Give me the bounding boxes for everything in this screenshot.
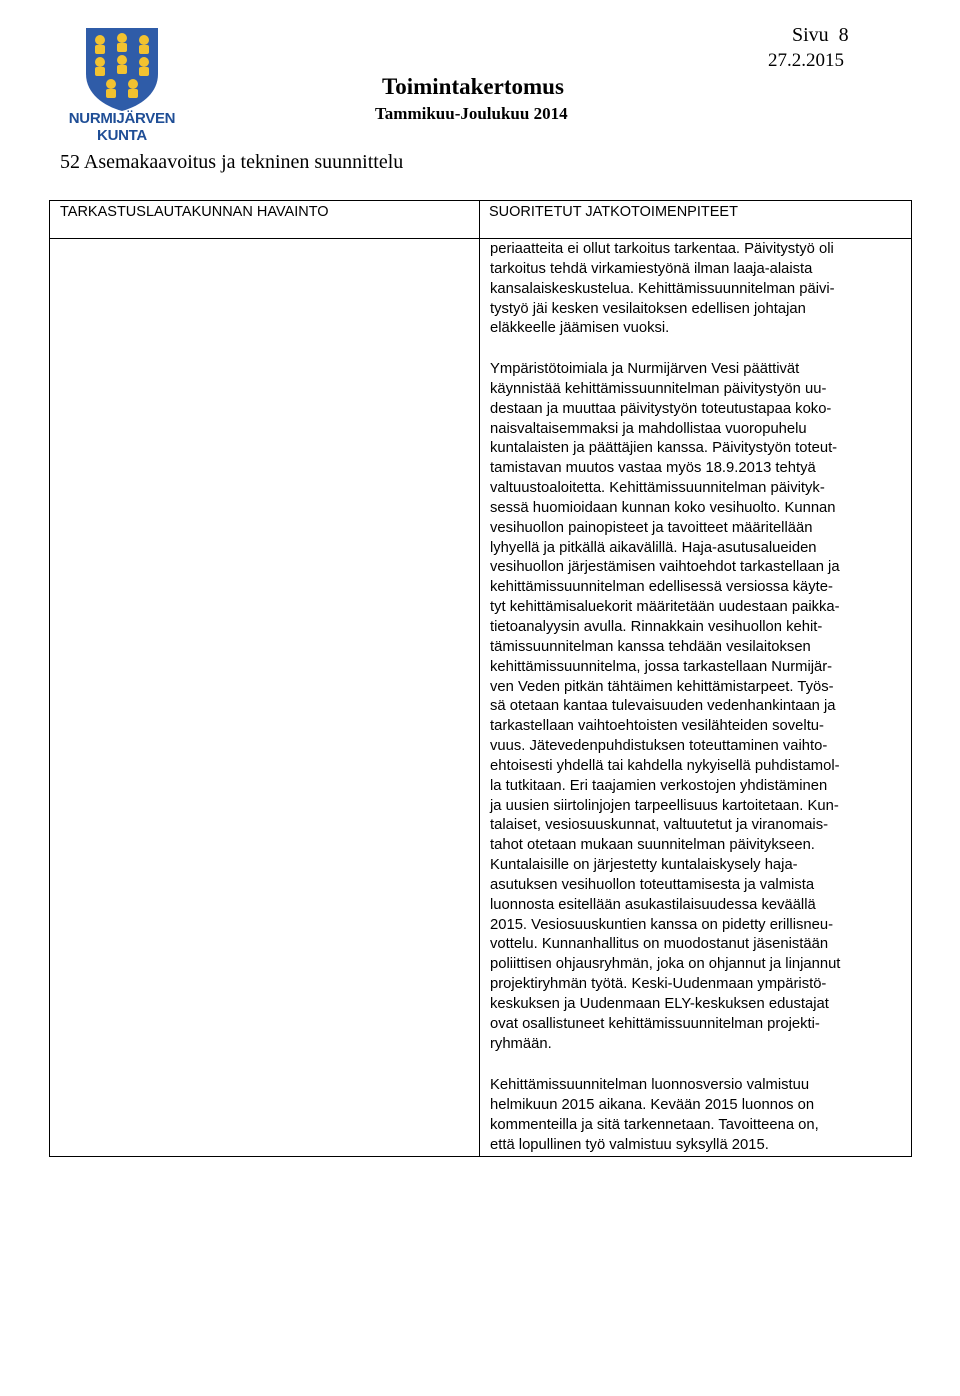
text-line: Ympäristötoimiala ja Nurmijärven Vesi päättivät xyxy=(490,361,800,377)
text-line: luonnosta esitellään asukastilaisuudessa keväällä xyxy=(490,896,816,913)
text-line: helmikuun 2015 aikana. Kevään 2015 luonnos on xyxy=(490,1096,815,1113)
column-header-findings: TARKASTUSLAUTAKUNNAN HAVAINTO xyxy=(60,204,329,220)
column-divider xyxy=(479,201,480,1156)
text-line: tämissuunnitelman kanssa tehdään vesilaitoksen xyxy=(490,638,811,655)
text-line: tarkoitus tehdä virkamiestyönä ilman laaja-alaista xyxy=(490,260,813,277)
text-line: vesihuollon järjestämisen vaihtoehdot tarkastellaan ja xyxy=(490,559,840,576)
text-line: la tutkitaan. Eri taajamien verkostojen yhdistäminen xyxy=(490,777,828,794)
text-line: naisvaltaisemmaksi ja mahdollistaa vuoropuhelu xyxy=(490,420,807,437)
text-line: tystyö jäi kesken vesilaitoksen edellisen johtajan xyxy=(490,300,806,317)
text-line: vesihuollon painopisteet ja tavoitteet määritellään xyxy=(490,519,813,536)
actions-paragraph-1 xyxy=(490,240,910,339)
actions-paragraph-3 xyxy=(490,1076,910,1155)
text-line: keskuksen ja Uudenmaan ELY-keskuksen edustajat xyxy=(490,996,829,1012)
text-line: kuntalaisten ja päättäjien kanssa. Päivitystyön toteut- xyxy=(490,440,838,457)
text-line: asutuksen vesihuollon toteuttamisesta ja valmista xyxy=(490,876,815,893)
text-line: ja uusien siirtolinjojen tarpeellisuus kartoitetaan. Kun- xyxy=(490,797,839,814)
text-line: kansalaiskeskustelua. Kehittämissuunnitelman päivi- xyxy=(490,280,835,297)
text-line: että lopullinen työ valmistuu syksyllä 2015. xyxy=(490,1136,769,1153)
text-line: destaan ja muuttaa päivitystyön toteutustapaa koko- xyxy=(490,400,832,417)
text-line: kehittämissuunnitelma, jossa tarkastellaan Nurmijär- xyxy=(490,658,833,675)
text-line: ryhmään. xyxy=(490,1035,552,1052)
text-line: 2015. Vesiosuuskuntien kanssa on pidetty erillisneu- xyxy=(490,916,834,933)
text-line: käynnistää kehittämissuunnitelman päivitystyön uu- xyxy=(490,380,827,397)
text-line: ven Veden pitkän tähtäimen kehittämistarpeet. Työs- xyxy=(490,678,834,695)
reporting-period: Tammikuu-Joulukuu 2014 xyxy=(375,104,568,123)
text-line: eläkkeelle jäämisen vuoksi. xyxy=(490,320,670,337)
municipality-logo xyxy=(66,24,178,146)
text-line: vottelu. Kunnanhallitus on muodostanut jäsenistään xyxy=(490,936,829,953)
text-line: tahot otetaan mukaan suunnitelman päivitykseen. xyxy=(490,837,815,854)
text-line: sessä huomioidaan kunnan koko vesihuolto. Kunnan xyxy=(490,499,836,516)
actions-paragraph-2 xyxy=(490,360,910,1055)
text-line: tietoanalyysin avulla. Rinnakkain vesihuollon kehit- xyxy=(490,618,823,635)
text-line: Kuntalaisille on järjestetty kuntalaiskysely haja- xyxy=(490,857,798,874)
text-line: ovat osallistuneet kehittämissuunnitelman projekti- xyxy=(490,1015,820,1032)
coat-of-arms-icon xyxy=(84,26,160,112)
text-line: sä otetaan kantaa tulevaisuuden vedenhankintaan ja xyxy=(490,698,836,715)
text-line: poliittisen ohjausryhmän, joka on ohjannut ja linjannut xyxy=(490,956,841,973)
page-number: Sivu 8 xyxy=(792,24,849,46)
text-line: kehittämissuunnitelman edellisessä versiossa käyte- xyxy=(490,579,833,596)
text-line: ehtoisesti yhdellä tai kahdella nykyisellä puhdistamol- xyxy=(490,757,840,774)
report-date: 27.2.2015 xyxy=(768,50,844,71)
text-line: vuus. Jätevedenpuhdistuksen toteuttaminen vaihto- xyxy=(490,738,828,755)
text-line: lyhyellä ja pitkällä aikavälillä. Haja-asutusalueiden xyxy=(490,539,817,556)
document-title: Toimintakertomus xyxy=(382,74,564,99)
text-line: talaiset, vesiosuuskunnat, valtuutetut ja viranomais- xyxy=(490,817,829,834)
text-line: Kehittämissuunnitelman luonnosversio valmistuu xyxy=(490,1077,810,1093)
text-line: tyt kehittämisaluekorit määritetään uudestaan paikka- xyxy=(490,599,840,616)
text-line: projektiryhmän työtä. Keski-Uudenmaan ympäristö- xyxy=(490,976,827,993)
column-header-actions: SUORITETUT JATKOTOIMENPITEET xyxy=(489,204,738,220)
text-line: tamistavan muutos vastaa myös 18.9.2013 tehtyä xyxy=(490,460,816,477)
text-line: kommenteilla ja sitä tarkennetaan. Tavoitteena on, xyxy=(490,1116,819,1133)
section-heading: 52 Asemakaavoitus ja tekninen suunnittelu xyxy=(60,151,404,173)
text-line: valtuustoaloitetta. Kehittämissuunnitelman päivityk- xyxy=(490,480,825,497)
header-divider xyxy=(50,238,911,239)
logo-text: NURMIJÄRVEN KUNTA xyxy=(68,110,176,144)
text-line: periaatteita ei ollut tarkoitus tarkentaa. Päivitystyö oli xyxy=(490,241,834,257)
text-line: tarkastellaan vaihtoehtoisten vesilähteiden soveltu- xyxy=(490,718,824,735)
